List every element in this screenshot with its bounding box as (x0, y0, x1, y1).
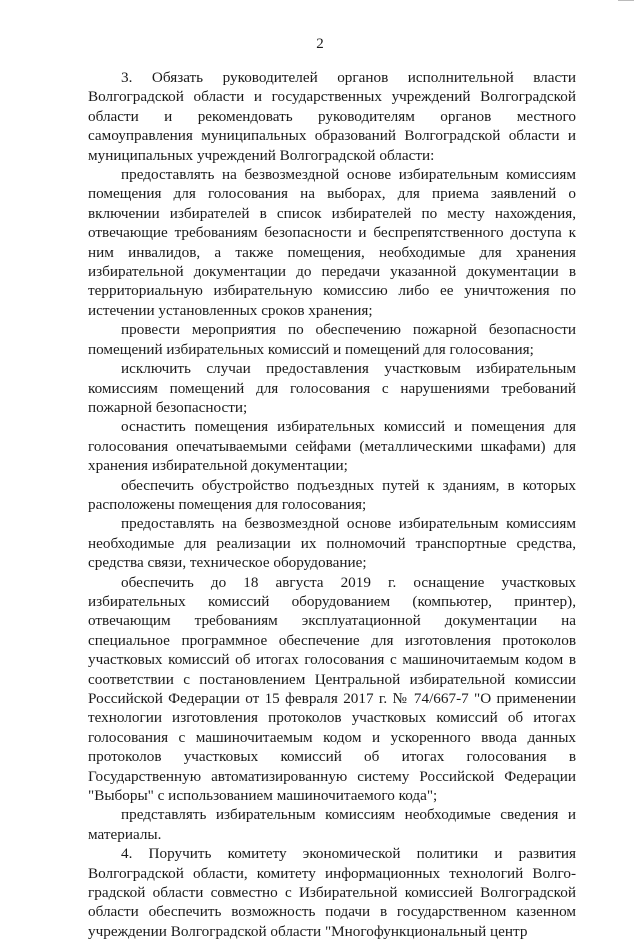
paragraph-item-3: 3. Обязать руководителей органов исполнительной власти Волгоградской области и государственных учреждений Волгоградской области и рекомендовать руководителям органов местного самоуправления муниципальных образований Волгоградской области и муниципальных учреждений Волгоградской области: (88, 69, 576, 164)
document-body (88, 68, 576, 941)
scan-edge-mark (618, 0, 634, 13)
paragraph-transport: предоставлять на безвозмездной основе избирательным комиссиям необходимые для реализации их полномочий транспортные средства, средства связи, техническое оборудование; (88, 515, 576, 572)
paragraph-fire-safety: провести мероприятия по обеспечению пожарной безопасности помещений избирательных комиссий и помещений для голосования; (88, 321, 576, 358)
paragraph-item-4: 4. Поручить комитету экономической политики и развития Волгоградской области, комитету информационных технологий Волгоградской области совместно с Избирательной комиссией Волгоградской области обеспечить возможность подачи в государственном казенном учреждении Волгоградской области "Многофункциональный центр (88, 845, 576, 940)
page-number: 2 (316, 36, 324, 52)
paragraph-exclude-violations: исключить случаи предоставления участковым избирательным комиссиям помещений для голосования с нарушениями требований пожарной безопасности; (88, 360, 576, 416)
paragraph-premises-provision: предоставлять на безвозмездной основе избирательным комиссиям помещения для голосования на выборах, для приема заявлений о включении избирателей в список избирателей по месту нахождения, отвечающие требованиям безопасности и беспрепятственного доступа к ним инвалидов, а также помещения, необходимые для хранения избирательной документации до передачи указанной документации в территориальную избирательную комиссию либо ее уничтожения по истечении установленных сроков хранения; (88, 166, 576, 319)
paragraph-access-roads: обеспечить обустройство подъездных путей к зданиям, в которых расположены помещения для голосования; (88, 476, 576, 513)
paragraph-safes: оснастить помещения избирательных комиссий и помещения для голосования опечатываемыми сейфами (металлическими шкафами) для хранения избирательной документации; (88, 418, 576, 475)
paragraph-equipment: обеспечить до 18 августа 2019 г. оснащение участковых избирательных комиссий оборудованием (компьютер, принтер), отвечающим требованиям эксплуатационной документации на специальное программное обеспечение для изготовления протоколов участковых комиссий об итогах голосования с машиночитаемым кодом в соответствии с постановлением Центральной избирательной комиссии Российской Федерации от 15 февраля 2017 г. № 74/667-7 "О применении технологии изготовления протоколов участковых комиссий об итогах голосования с машиночитаемым кодом и ускоренного ввода данных протоколов участковых комиссий об итогах голосования в Государственную автоматизированную систему Российской Федерации "Выборы" с использованием машиночитаемого кода"; (88, 573, 576, 805)
paragraph-information: представлять избирательным комиссиям необходимые сведения и материалы. (88, 806, 576, 843)
